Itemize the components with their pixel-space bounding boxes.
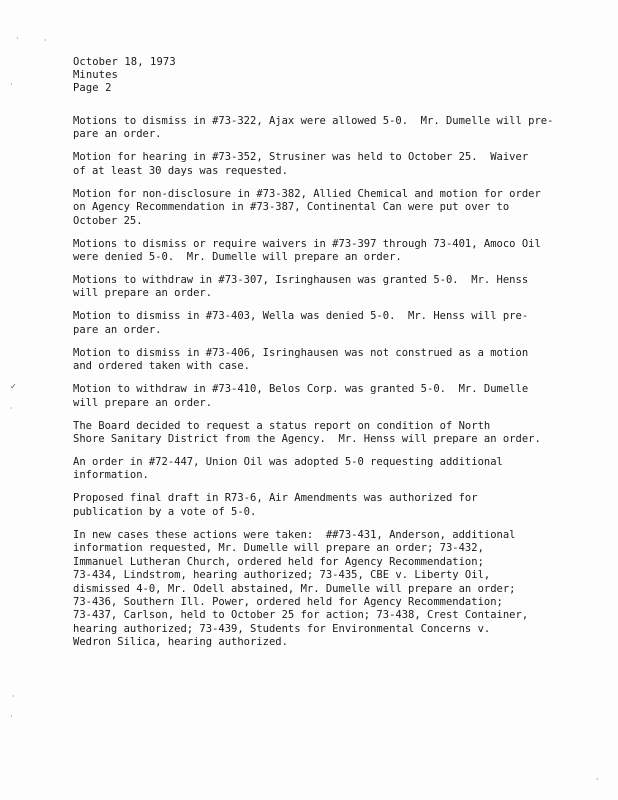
paragraph-line: October 25. bbox=[73, 214, 143, 227]
paragraph-line: pare an order. bbox=[73, 323, 162, 336]
paragraph-line: Motion for hearing in #73-352, Strusiner was held to October 25. Waiver bbox=[73, 151, 529, 164]
minutes-body bbox=[73, 115, 554, 659]
paragraph-line: Shore Sanitary District from the Agency. Mr. Henss will prepare an order. bbox=[73, 433, 541, 446]
scan-mark: · bbox=[16, 34, 19, 43]
minutes-paragraph bbox=[73, 274, 543, 301]
paragraph-line: on Agency Recommendation in #73-387, Continental Can were put over to bbox=[73, 201, 510, 214]
scan-mark: · bbox=[12, 692, 15, 701]
minutes-paragraph bbox=[73, 310, 543, 337]
paragraph-line: Motion for non-disclosure in #73-382, Allied Chemical and motion for order bbox=[73, 187, 541, 200]
paragraph-line: information. bbox=[73, 469, 149, 482]
scan-mark: · bbox=[10, 712, 13, 721]
minutes-paragraph bbox=[73, 151, 543, 178]
scan-mark: · bbox=[44, 36, 47, 45]
minutes-paragraph bbox=[73, 115, 554, 142]
paragraph-line: Motion to dismiss in #73-403, Wella was denied 5-0. Mr. Henss will pre- bbox=[73, 310, 529, 323]
paragraph-line: pare an order. bbox=[73, 128, 162, 141]
paragraph-line: information requested, Mr. Dumelle will prepare an order; 73-432, bbox=[73, 542, 484, 555]
scan-mark: · bbox=[10, 404, 13, 413]
paragraph-line: Motions to dismiss or require waivers in #73-397 through 73-401, Amoco Oil bbox=[73, 237, 541, 250]
paragraph-line: 73-436, Southern Ill. Power, ordered held for Agency Recommendation; bbox=[73, 595, 503, 608]
paragraph-line: Motion to withdraw in #73-410, Belos Corp. was granted 5-0. Mr. Dumelle bbox=[73, 383, 529, 396]
paragraph-line: Motion to dismiss in #73-406, Isringhausen was not construed as a motion bbox=[73, 346, 529, 359]
minutes-paragraph bbox=[73, 347, 543, 374]
minutes-paragraph bbox=[73, 529, 543, 650]
paragraph-line: In new cases these actions were taken: ##73-431, Anderson, additional bbox=[73, 528, 516, 541]
scan-mark: ✓ bbox=[10, 382, 17, 391]
scan-mark: · bbox=[596, 775, 599, 784]
paragraph-line: hearing authorized; 73-439, Students for Environmental Concerns v. bbox=[73, 622, 491, 635]
paragraph-line: Proposed final draft in R73-6, Air Amendments was authorized for bbox=[73, 492, 478, 505]
paragraph-line: An order in #72-447, Union Oil was adopted 5-0 requesting additional bbox=[73, 456, 503, 469]
header-page-number: Page 2 bbox=[73, 82, 112, 94]
page-header bbox=[73, 56, 176, 95]
minutes-paragraph bbox=[73, 238, 543, 265]
header-doc-type: Minutes bbox=[73, 69, 118, 81]
paragraph-line: and ordered taken with case. bbox=[73, 360, 251, 373]
header-date: October 18, 1973 bbox=[73, 56, 176, 68]
paragraph-line: Wedron Silica, hearing authorized. bbox=[73, 636, 288, 649]
paragraph-line: will prepare an order. bbox=[73, 287, 213, 300]
minutes-paragraph bbox=[73, 492, 543, 519]
paragraph-line: Immanuel Lutheran Church, ordered held for Agency Recommendation; bbox=[73, 555, 484, 568]
paragraph-line: of at least 30 days was requested. bbox=[73, 164, 288, 177]
scan-mark: · bbox=[10, 80, 13, 89]
minutes-paragraph bbox=[73, 188, 543, 228]
paragraph-line: Motions to dismiss in #73-322, Ajax were allowed 5-0. Mr. Dumelle will pre- bbox=[73, 115, 554, 127]
minutes-paragraph bbox=[73, 420, 543, 447]
minutes-paragraph bbox=[73, 456, 543, 483]
paragraph-line: dismissed 4-0, Mr. Odell abstained, Mr. Dumelle will prepare an order; bbox=[73, 582, 516, 595]
paragraph-line: publication by a vote of 5-0. bbox=[73, 505, 257, 518]
paragraph-line: The Board decided to request a status report on condition of North bbox=[73, 419, 491, 432]
paragraph-line: 73-437, Carlson, held to October 25 for action; 73-438, Crest Container, bbox=[73, 609, 529, 622]
paragraph-line: will prepare an order. bbox=[73, 396, 213, 409]
minutes-paragraph bbox=[73, 383, 543, 410]
paragraph-line: Motions to withdraw in #73-307, Isringhausen was granted 5-0. Mr. Henss bbox=[73, 274, 529, 287]
paragraph-line: were denied 5-0. Mr. Dumelle will prepare an order. bbox=[73, 251, 402, 264]
paragraph-line: 73-434, Lindstrom, hearing authorized; 73-435, CBE v. Liberty Oil, bbox=[73, 569, 491, 582]
